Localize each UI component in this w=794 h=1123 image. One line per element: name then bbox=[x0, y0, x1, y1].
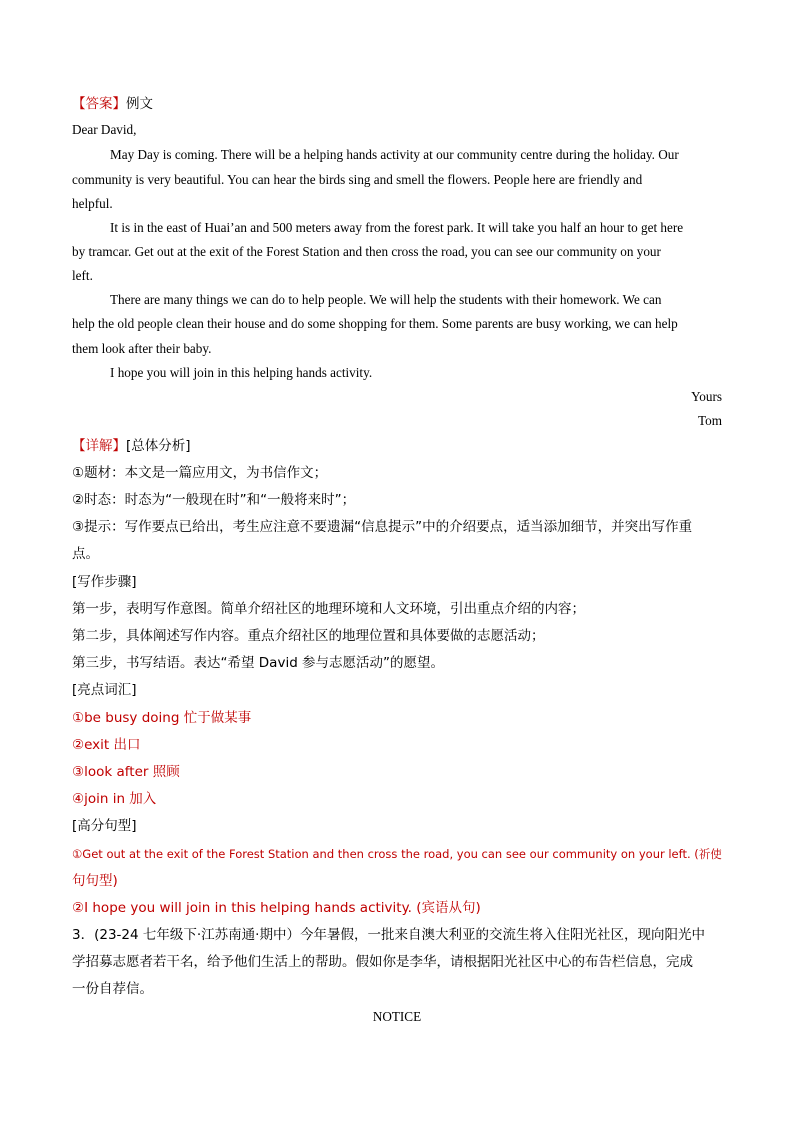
analysis-item-1: ①题材：本文是一篇应用文，为书信作文； bbox=[72, 465, 328, 481]
answer-header bbox=[72, 94, 153, 114]
notice-title: NOTICE bbox=[372, 1009, 422, 1024]
step-2: 第二步，具体阐述写作内容。重点介绍社区的地理位置和具体要做的志愿活动； bbox=[72, 628, 545, 644]
section-high-score-sentences: [高分句型] bbox=[72, 818, 137, 834]
question3-line2: 学招募志愿者若干名，给予他们生活上的帮助。假如你是李华，请根据阳光社区中心的布告栏信息，完成 bbox=[72, 954, 693, 970]
letter-greeting: Dear David, bbox=[72, 122, 137, 137]
sentence-item-1-cont: 句句型) bbox=[72, 873, 118, 889]
detail-tag: 【详解】 bbox=[72, 438, 126, 454]
analysis-item-2: ②时态：时态为“一般现在时”和“一般将来时”； bbox=[72, 492, 356, 508]
question3-line1: 3．(23-24 七年级下·江苏南通·期中）今年暑假，一批来自澳大利亚的交流生将入住阳光社区，现向阳光中 bbox=[72, 927, 705, 943]
vocab-item-3: ③look after 照顾 bbox=[72, 764, 180, 780]
step-3: 第三步，书写结语。表达“希望 David 参与志愿活动”的愿望。 bbox=[72, 655, 445, 671]
sentence-item-2: ②I hope you will join in this helping hands activity. (宾语从句) bbox=[72, 900, 481, 916]
step-1: 第一步，表明写作意图。简单介绍社区的地理环境和人文环境，引出重点介绍的内容； bbox=[72, 601, 585, 617]
letter-p3-line2: help the old people clean their house and do some shopping for them. Some parents are busy working, we can help bbox=[72, 316, 678, 331]
letter-p2-line3: left. bbox=[72, 268, 93, 283]
question3-line3: 一份自荐信。 bbox=[72, 981, 153, 997]
answer-tag: 【答案】 bbox=[72, 96, 126, 112]
letter-p4: I hope you will join in this helping hands activity. bbox=[110, 365, 373, 380]
section-overall-analysis: [总体分析] bbox=[126, 438, 191, 454]
answer-label: 例文 bbox=[126, 96, 153, 112]
letter-closing: Yours bbox=[691, 389, 722, 404]
letter-p2-line1: It is in the east of Huai’an and 500 meters away from the forest park. It will take you half an hour to get here bbox=[110, 220, 684, 235]
section-highlight-vocab: [亮点词汇] bbox=[72, 682, 137, 698]
analysis-item-3: ③提示：写作要点已给出，考生应注意不要遗漏“信息提示”中的介绍要点，适当添加细节，并突出写作重 bbox=[72, 519, 693, 535]
letter-p1-line1: May Day is coming. There will be a helping hands activity at our community centre during the holiday. Our bbox=[110, 147, 679, 162]
letter-p3-line3: them look after their baby. bbox=[72, 341, 212, 356]
vocab-item-2: ②exit 出口 bbox=[72, 737, 141, 753]
letter-p3-line1: There are many things we can do to help people. We will help the students with their homework. We can bbox=[110, 292, 662, 307]
letter-p2-line2: by tramcar. Get out at the exit of the Forest Station and then cross the road, you can see our community on your bbox=[72, 244, 661, 259]
letter-p1-line2: community is very beautiful. You can hear the birds sing and smell the flowers. People here are friendly and bbox=[72, 172, 643, 187]
letter-p1-line3: helpful. bbox=[72, 196, 113, 211]
vocab-item-1: ①be busy doing 忙于做某事 bbox=[72, 710, 252, 726]
analysis-item-3-cont: 点。 bbox=[72, 546, 99, 562]
detail-header bbox=[72, 436, 191, 456]
section-writing-steps: [写作步骤] bbox=[72, 574, 137, 590]
letter-signature: Tom bbox=[698, 413, 722, 428]
vocab-item-4: ④join in 加入 bbox=[72, 791, 157, 807]
sentence-item-1: ①Get out at the exit of the Forest Station and then cross the road, you can see our community on your left. (祈使 bbox=[72, 847, 722, 861]
